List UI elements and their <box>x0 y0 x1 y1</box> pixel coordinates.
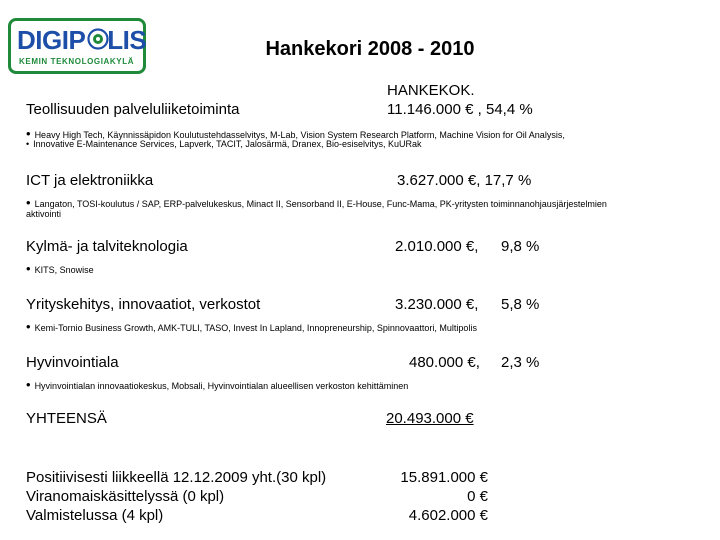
amount-wellness: 480.000 €, <box>409 354 480 371</box>
value-ict: 3.627.000 €, 17,7 % <box>397 172 532 189</box>
bullet-icon: • <box>26 261 31 276</box>
total-label: YHTEENSÄ <box>26 410 107 427</box>
sector-business-development: Yrityskehitys, innovaatiot, verkostot <box>26 296 261 313</box>
bullet-business-development: • Kemi-Tornio Business Growth, AMK-TULI, TASO, Invest In Lapland, Innopreneurship, Spinnovaattori, Multipolis <box>26 319 477 334</box>
value-industry-services: 11.146.000 € , 54,4 % <box>387 101 533 118</box>
percent-wellness: 2,3 % <box>501 354 540 371</box>
status-label-active: Positiivisesti liikkeellä 12.12.2009 yht.(30 kpl) <box>26 469 327 486</box>
status-value-in-review: 0 € <box>467 488 488 505</box>
bullet-wellness: • Hyvinvointialan innovaatiokeskus, Mobsali, Hyvinvointialan alueellisen verkoston kehittäminen <box>26 377 409 392</box>
status-label-preparing: Valmistelussa (4 kpl) <box>26 507 164 524</box>
bullet-ict-continued: aktivointi <box>26 209 62 219</box>
page-title: Hankekori 2008 - 2010 <box>265 38 475 60</box>
percent-business-development: 5,8 % <box>501 296 540 313</box>
total-value: 20.493.000 € <box>386 410 474 427</box>
logo-subtitle: KEMIN TEKNOLOGIAKYLÄ <box>19 57 135 66</box>
amount-business-development: 3.230.000 €, <box>395 296 479 313</box>
sector-industry-services: Teollisuuden palveluliiketoiminta <box>26 101 240 118</box>
bullet-industry-services-2: • Innovative E-Maintenance Services, Lapverk, TACIT, Jalosärmä, Dranex, Bio-esiselvitys, KuURak <box>26 139 422 149</box>
bullet-icon: • <box>26 126 31 141</box>
percent-cold-tech: 9,8 % <box>501 238 540 255</box>
bullet-icon: • <box>26 139 30 149</box>
amount-cold-tech: 2.010.000 €, <box>395 238 479 255</box>
total-column-label: HANKEKOK. <box>387 82 475 99</box>
logo-word-right: LIS <box>107 25 147 55</box>
bullet-icon: • <box>26 319 31 334</box>
bullet-cold-tech: • KITS, Snowise <box>26 261 94 276</box>
status-value-preparing: 4.602.000 € <box>408 507 488 524</box>
logo-word-left: DIGIP <box>17 25 86 55</box>
bullet-icon: • <box>26 377 31 392</box>
bullet-icon: • <box>26 195 31 210</box>
bullet-ict: • Langaton, TOSI-koulutus / SAP, ERP-palvelukeskus, Minact II, Sensorband II, E-House, Func-Mama, PK-yritysten toiminnanohjausjärjestelmien <box>26 195 607 210</box>
sector-ict: ICT ja elektroniikka <box>26 172 154 189</box>
sector-wellness: Hyvinvointiala <box>26 354 119 371</box>
sector-cold-tech: Kylmä- ja talviteknologia <box>26 238 188 255</box>
status-value-active: 15.891.000 € <box>400 469 488 486</box>
bullet-industry-services-1: • Heavy High Tech, Käynnissäpidon Koulutustehdasselvitys, M-Lab, Vision System Research Platform, Machine Vision for Oil Analysis, <box>26 126 565 141</box>
status-label-in-review: Viranomaiskäsittelyssä (0 kpl) <box>26 488 225 505</box>
